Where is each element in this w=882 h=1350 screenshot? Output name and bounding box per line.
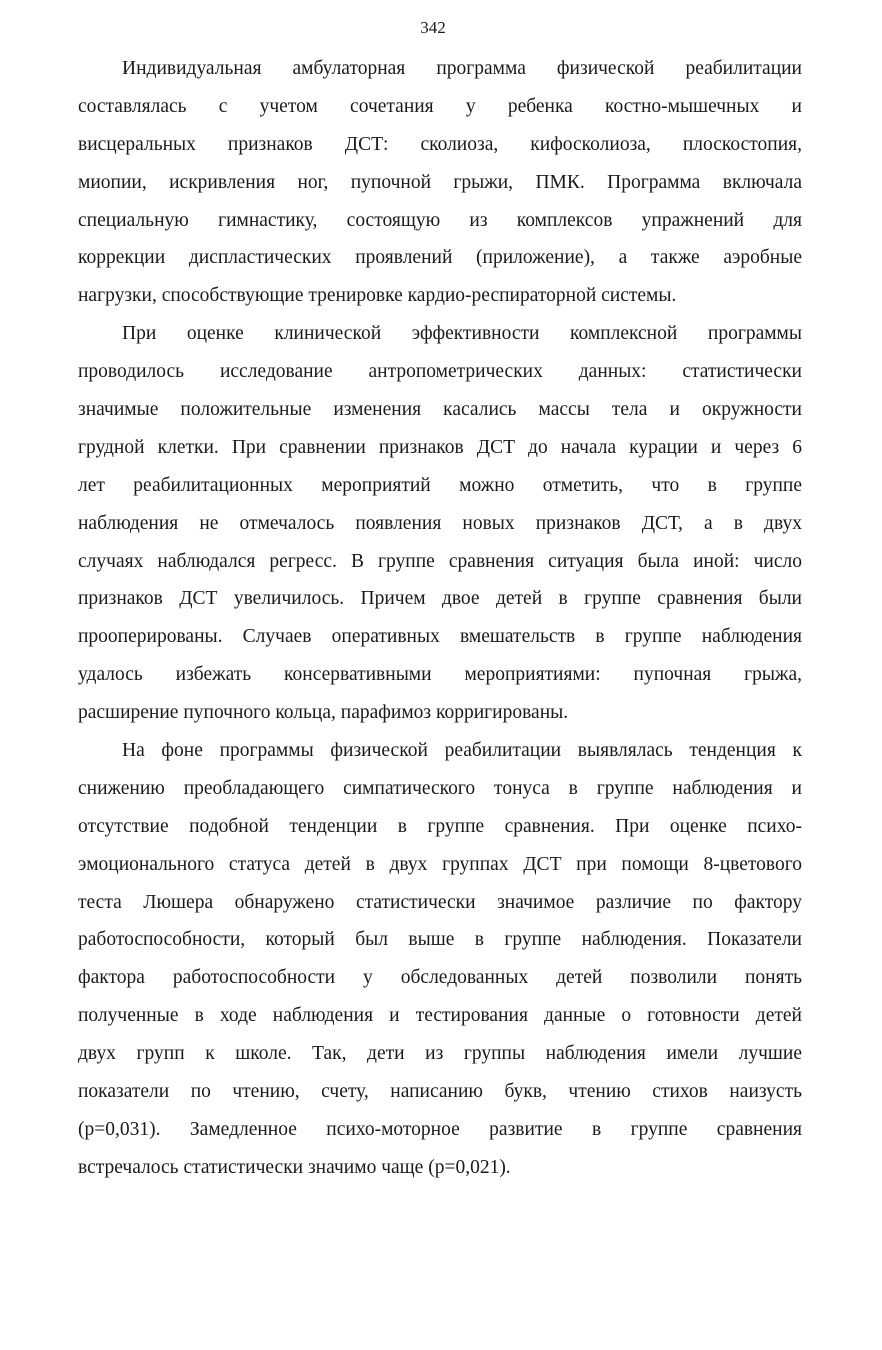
text-line: Индивидуальная амбулаторная программа физической реабилитации [122, 58, 802, 79]
text-line: нагрузки, способствующие тренировке кардио-респираторной системы. [78, 285, 677, 307]
text-line: показатели по чтению, счету, написанию букв, чтению стихов наизусть [78, 1081, 802, 1103]
text-line: На фоне программы физической реабилитации выявлялась тенденция к [122, 740, 802, 762]
text-line: случаях наблюдался регресс. В группе сравнения ситуация была иной: число [78, 550, 802, 572]
paragraph-rehabilitation-program [78, 50, 802, 315]
document-body [78, 50, 802, 1187]
text-line: грудной клетки. При сравнении признаков ДСТ до начала курации и через 6 [78, 436, 802, 458]
text-line: висцеральных признаков ДСТ: сколиоза, кифосколиоза, плоскостопия, [78, 133, 802, 155]
text-line: теста Люшера обнаружено статистически значимое различие по фактору [78, 891, 802, 913]
text-line: работоспособности, который был выше в группе наблюдения. Показатели [78, 929, 802, 951]
text-line: снижению преобладающего симпатического тонуса в группе наблюдения и [78, 777, 802, 799]
text-line: отсутствие подобной тенденции в группе сравнения. При оценке психо- [78, 815, 802, 837]
text-line: проводилось исследование антропометрических данных: статистически [78, 361, 802, 383]
text-line: (p=0,031). Замедленное психо-моторное развитие в группе сравнения [78, 1118, 802, 1140]
text-line: специальную гимнастику, состоящую из комплексов упражнений для [78, 209, 802, 231]
text-line: эмоционального статуса детей в двух группах ДСТ при помощи 8-цветового [78, 853, 802, 875]
text-line: миопии, искривления ног, пупочной грыжи, ПМК. Программа включала [78, 171, 802, 193]
text-line: наблюдения не отмечалось появления новых признаков ДСТ, а в двух [78, 512, 802, 534]
text-line: значимые положительные изменения касались массы тела и окружности [78, 399, 802, 421]
text-line: двух групп к школе. Так, дети из группы наблюдения имели лучшие [78, 1043, 802, 1065]
text-line: признаков ДСТ увеличилось. Причем двое детей в группе сравнения были [78, 588, 802, 610]
text-line: фактора работоспособности у обследованных детей позволили понять [78, 967, 802, 989]
text-line: При оценке клинической эффективности комплексной программы [122, 323, 802, 345]
text-line: прооперированы. Случаев оперативных вмешательств в группе наблюдения [78, 626, 802, 648]
text-line: составлялась с учетом сочетания у ребенка костно-мышечных и [78, 95, 802, 117]
text-line: лет реабилитационных мероприятий можно отметить, что в группе [78, 474, 802, 496]
text-line: коррекции диспластических проявлений (приложение), а также аэробные [78, 247, 802, 269]
text-line: удалось избежать консервативными мероприятиями: пупочная грыжа, [78, 664, 802, 686]
paragraph-clinical-effectiveness [78, 315, 802, 732]
text-line: встречалось статистически значимо чаще (p=0,021). [78, 1156, 511, 1178]
page-number: 342 [420, 18, 446, 37]
paragraph-psycho-emotional-status [78, 732, 802, 1187]
text-line: полученные в ходе наблюдения и тестирования данные о готовности детей [78, 1005, 802, 1027]
text-line: расширение пупочного кольца, парафимоз корригированы. [78, 702, 569, 724]
